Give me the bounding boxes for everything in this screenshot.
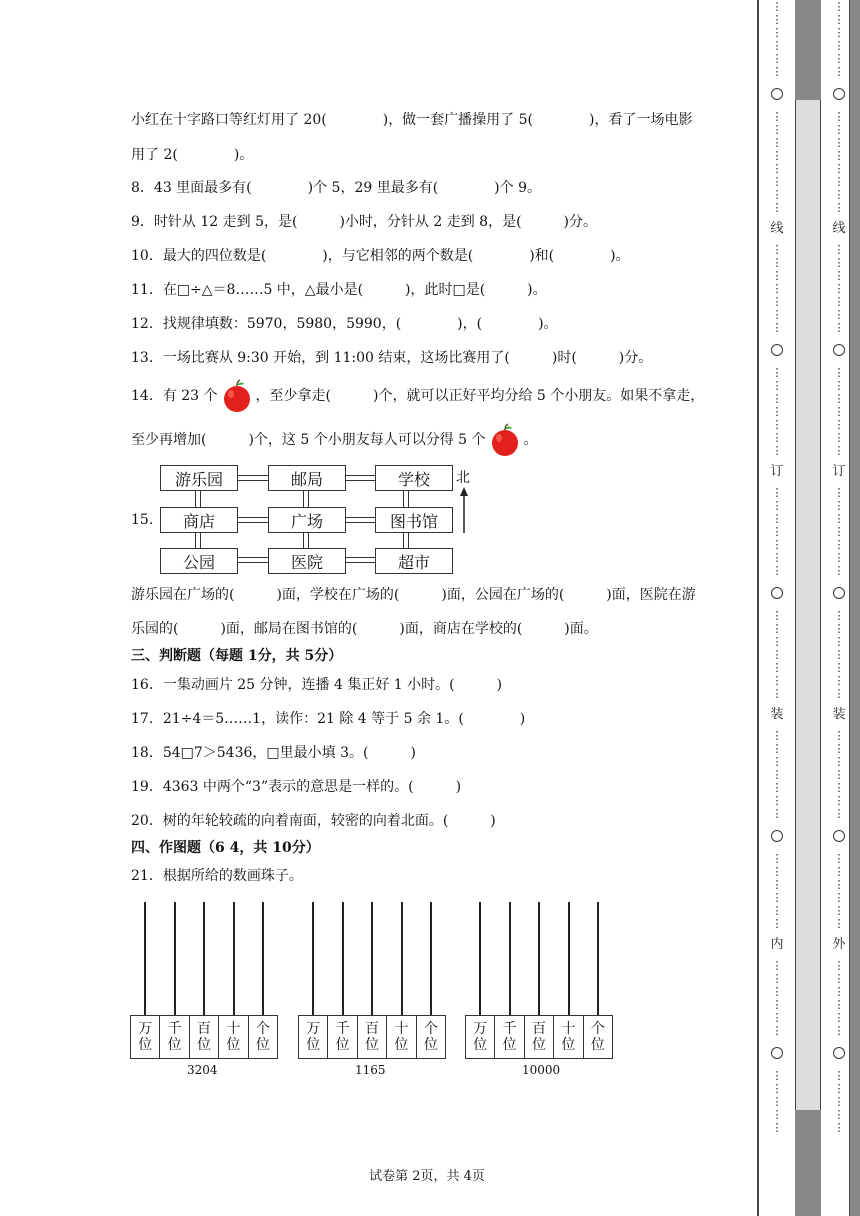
gutter-inner-mark-4: 内 <box>770 937 784 952</box>
map-shop: 商店 <box>160 507 238 533</box>
place-tens: 十 位 <box>219 1016 248 1058</box>
gutter-inner-mark-1: 线 <box>770 221 784 236</box>
question-13: 13．一场比赛从 9:30 开始，到 11:00 结束，这场比赛用了( )时( )分。 <box>131 350 653 366</box>
place-ten-thousands: 万 位 <box>299 1016 328 1058</box>
gutter-outer-mark-2: 订 <box>832 464 846 479</box>
q14-text-b: ，至少拿走( )个，就可以正好平均分给 5 个小朋友。如果不拿走， <box>255 388 705 404</box>
place-hundreds: 百 位 <box>358 1016 387 1058</box>
question-17: 17．21÷4＝5……1，读作：21 除 4 等于 5 余 1。( ) <box>131 711 526 727</box>
q7-continued-line1: 小红在十字路口等红灯用了 20( )，做一套广播操用了 5( )，看了一场电影 <box>131 112 693 128</box>
q14-text-a: 14．有 23 个 <box>131 388 218 404</box>
gutter-inner-mark-3: 装 <box>770 707 784 722</box>
q14-text-c: 至少再增加( )个，这 5 个小朋友每人可以分得 5 个 <box>131 432 486 448</box>
question-8: 8．43 里面最多有( )个 5，29 里最多有( )个 9。 <box>131 180 541 196</box>
q14-text-d: 。 <box>523 432 538 448</box>
place-hundreds: 百 位 <box>525 1016 554 1058</box>
outer-cut-line: ⋮ ⋮ ⋮ ⋮ ⋮ ⋮ ⋮ ⋮ ⋮ ⋮ ⋮ ⋮ ⋮ ⋮ 线 ⋮ ⋮ ⋮ ⋮ ⋮ ⋮ ⋮ ⋮ ⋮ ⋮ ⋮ ⋮ ⋮ ⋮ 订 ⋮ ⋮ ⋮ ⋮ ⋮ ⋮ ⋮ ⋮ ⋮ ⋮ ⋮ ⋮ ⋮ ⋮ 装 ⋮ ⋮ ⋮ ⋮ ⋮ ⋮ ⋮ ⋮ ⋮ ⋮ ⋮ ⋮ ⋮ 外 ⋮ ⋮ ⋮ ⋮ ⋮ ⋮ ⋮ ⋮ ⋮ ⋮ ⋮ <box>832 0 846 1134</box>
map-park: 公园 <box>160 548 238 574</box>
place-ones: 个 位 <box>590 1021 605 1053</box>
inner-cut-line: ⋮ ⋮ ⋮ ⋮ ⋮ ⋮ ⋮ ⋮ ⋮ ⋮ ⋮ ⋮ ⋮ ⋮ 线 ⋮ ⋮ ⋮ ⋮ ⋮ ⋮ ⋮ ⋮ ⋮ ⋮ ⋮ ⋮ ⋮ ⋮ 订 ⋮ ⋮ ⋮ ⋮ ⋮ ⋮ ⋮ ⋮ ⋮ ⋮ ⋮ ⋮ ⋮ ⋮ 装 ⋮ ⋮ ⋮ ⋮ ⋮ ⋮ ⋮ ⋮ ⋮ ⋮ ⋮ ⋮ ⋮ 内 ⋮ ⋮ ⋮ ⋮ ⋮ ⋮ ⋮ ⋮ ⋮ ⋮ ⋮ <box>770 0 784 1134</box>
apple-icon <box>488 423 522 457</box>
apple-icon <box>220 379 254 413</box>
place-thousands: 千 位 <box>160 1016 189 1058</box>
map-amusement-park: 游乐园 <box>160 465 238 491</box>
map-supermarket: 超市 <box>375 548 453 574</box>
question-15-line2: 乐园的( )面，邮局在图书馆的( )面，商店在学校的( )面。 <box>131 621 598 637</box>
section-3-heading: 三、判断题（每题 1分，共 5分） <box>131 648 343 664</box>
gutter-outer-mark-1: 线 <box>832 221 846 236</box>
map-school: 学校 <box>375 465 453 491</box>
place-tens: 十 位 <box>387 1016 416 1058</box>
map-library: 图书馆 <box>375 507 453 533</box>
question-18: 18．54□7＞5436，□里最小填 3。( ) <box>131 745 416 761</box>
question-21: 21．根据所给的数画珠子。 <box>131 868 303 884</box>
map-hospital: 医院 <box>268 548 346 574</box>
question-20: 20．树的年轮较疏的向着南面，较密的向着北面。( ) <box>131 813 496 829</box>
place-hundreds: 百 位 <box>190 1016 219 1058</box>
q7-continued-line2: 用了 2( )。 <box>131 147 254 163</box>
question-16: 16．一集动画片 25 分钟，连播 4 集正好 1 小时。( ) <box>131 677 503 693</box>
north-label: 北 <box>456 470 470 486</box>
question-15-line1: 游乐园在广场的( )面，学校在广场的( )面，公园在广场的( )面，医院在游 <box>131 587 696 603</box>
place-thousands: 千 位 <box>495 1016 524 1058</box>
gutter-outer-mark-4: 外 <box>832 937 846 952</box>
question-11: 11．在□÷△＝8……5 中，△最小是( )，此时□是( )。 <box>131 282 547 298</box>
map-post-office: 邮局 <box>268 465 346 491</box>
place-tens: 十 位 <box>554 1016 583 1058</box>
place-ten-thousands: 万 位 <box>466 1016 495 1058</box>
question-19: 19．4363 中两个“3”表示的意思是一样的。( ) <box>131 779 462 795</box>
question-10: 10．最大的四位数是( )，与它相邻的两个数是( )和( )。 <box>131 248 630 264</box>
gutter-outer-mark-3: 装 <box>832 707 846 722</box>
section-4-heading: 四、作图题（6 4，共 10分） <box>131 840 320 856</box>
question-9: 9．时针从 12 走到 5，是( )小时，分针从 2 走到 8，是( )分。 <box>131 214 597 230</box>
question-14-line1 <box>131 378 704 414</box>
question-14-line2 <box>131 422 538 458</box>
map-square: 广场 <box>268 507 346 533</box>
question-12: 12．找规律填数：5970，5980，5990，( )，( )。 <box>131 316 558 332</box>
place-ten-thousands: 万 位 <box>131 1016 160 1058</box>
abacus-2-number: 1165 <box>355 1063 386 1077</box>
north-arrow-icon <box>457 487 471 533</box>
question-15-label: 15. <box>131 512 154 528</box>
gutter-inner-mark-2: 订 <box>770 464 784 479</box>
abacus-3-number: 10000 <box>522 1063 561 1077</box>
place-ones: 个 位 <box>255 1021 270 1053</box>
place-ones: 个 位 <box>423 1021 438 1053</box>
page-footer: 试卷第 2页，共 4页 <box>369 1169 485 1184</box>
abacus-1-number: 3204 <box>187 1063 218 1077</box>
place-thousands: 千 位 <box>328 1016 357 1058</box>
